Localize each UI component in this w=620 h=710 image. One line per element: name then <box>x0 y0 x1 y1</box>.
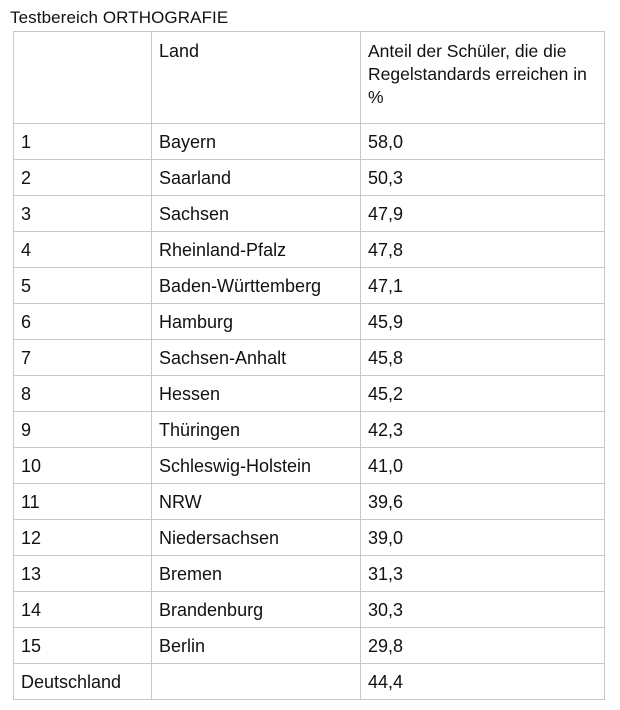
table-row <box>14 412 605 448</box>
header-share: Anteil der Schüler, die die Regelstandards erreichen in % <box>361 32 605 124</box>
cell-land: Brandenburg <box>152 592 361 628</box>
table-row <box>14 304 605 340</box>
table-total-row <box>14 664 605 700</box>
cell-rank: 4 <box>14 232 152 268</box>
cell-total-land <box>152 664 361 700</box>
table-row <box>14 556 605 592</box>
cell-land: Thüringen <box>152 412 361 448</box>
cell-land: Rheinland-Pfalz <box>152 232 361 268</box>
cell-rank: 10 <box>14 448 152 484</box>
cell-rank: 7 <box>14 340 152 376</box>
cell-value: 47,8 <box>361 232 605 268</box>
table-row <box>14 592 605 628</box>
cell-land: Bayern <box>152 124 361 160</box>
cell-value: 42,3 <box>361 412 605 448</box>
cell-land: Bremen <box>152 556 361 592</box>
table-row <box>14 520 605 556</box>
cell-value: 50,3 <box>361 160 605 196</box>
results-table <box>13 31 605 700</box>
cell-rank: 2 <box>14 160 152 196</box>
table-row <box>14 340 605 376</box>
cell-land: Hessen <box>152 376 361 412</box>
table-header-row <box>14 32 605 124</box>
results-table-body <box>14 32 605 700</box>
cell-rank: 3 <box>14 196 152 232</box>
cell-rank: 13 <box>14 556 152 592</box>
table-row <box>14 124 605 160</box>
table-row <box>14 232 605 268</box>
header-rank <box>14 32 152 124</box>
cell-rank: 14 <box>14 592 152 628</box>
cell-value: 47,9 <box>361 196 605 232</box>
cell-land: NRW <box>152 484 361 520</box>
cell-land: Baden-Württemberg <box>152 268 361 304</box>
cell-rank: 1 <box>14 124 152 160</box>
cell-land: Niedersachsen <box>152 520 361 556</box>
cell-value: 58,0 <box>361 124 605 160</box>
cell-value: 31,3 <box>361 556 605 592</box>
cell-rank: 15 <box>14 628 152 664</box>
cell-value: 39,6 <box>361 484 605 520</box>
header-land: Land <box>152 32 361 124</box>
table-row <box>14 268 605 304</box>
cell-value: 30,3 <box>361 592 605 628</box>
cell-value: 41,0 <box>361 448 605 484</box>
cell-value: 45,8 <box>361 340 605 376</box>
table-row <box>14 628 605 664</box>
cell-land: Sachsen-Anhalt <box>152 340 361 376</box>
cell-value: 47,1 <box>361 268 605 304</box>
cell-value: 29,8 <box>361 628 605 664</box>
cell-value: 45,2 <box>361 376 605 412</box>
cell-rank: 9 <box>14 412 152 448</box>
table-row <box>14 484 605 520</box>
table-row <box>14 448 605 484</box>
cell-land: Saarland <box>152 160 361 196</box>
table-row <box>14 160 605 196</box>
cell-rank: 11 <box>14 484 152 520</box>
cell-rank: 12 <box>14 520 152 556</box>
cell-value: 39,0 <box>361 520 605 556</box>
cell-land: Schleswig-Holstein <box>152 448 361 484</box>
table-row <box>14 196 605 232</box>
cell-total-value: 44,4 <box>361 664 605 700</box>
document-title: Testbereich ORTHOGRAFIE <box>10 8 229 27</box>
cell-rank: 6 <box>14 304 152 340</box>
cell-land: Berlin <box>152 628 361 664</box>
cell-land: Sachsen <box>152 196 361 232</box>
cell-value: 45,9 <box>361 304 605 340</box>
table-row <box>14 376 605 412</box>
cell-total-label: Deutschland <box>14 664 152 700</box>
cell-rank: 8 <box>14 376 152 412</box>
cell-rank: 5 <box>14 268 152 304</box>
cell-land: Hamburg <box>152 304 361 340</box>
